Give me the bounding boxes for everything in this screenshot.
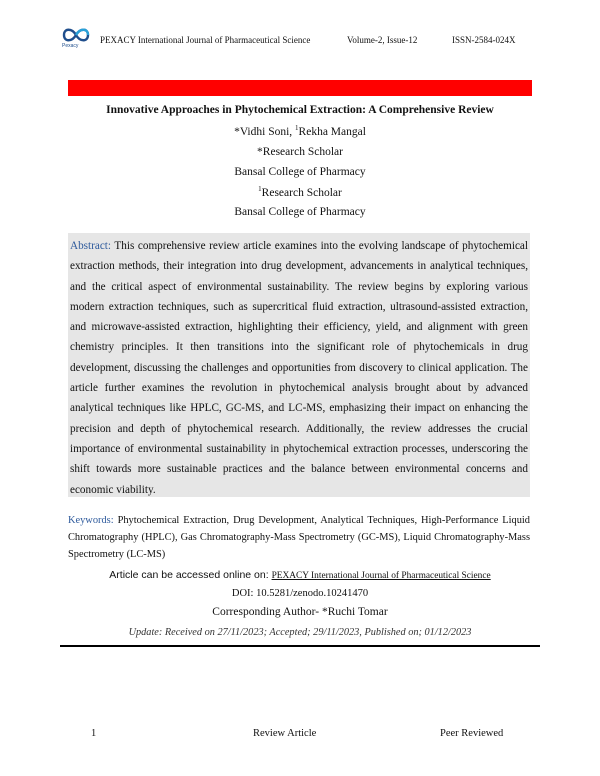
abstract-label: Abstract: <box>70 240 112 252</box>
horizontal-rule <box>60 645 540 647</box>
doi: DOI: 10.5281/zenodo.10241470 <box>231 588 369 599</box>
access-line <box>60 569 540 581</box>
keywords-text: Phytochemical Extraction, Drug Development, Analytical Techniques, High-Performance Liquid Chromatography (HPLC), Gas Chromatography-Mass Spectrometry (GC-MS), Liquid Chromatography-Mass Spectrometry (LC-MS) <box>68 515 531 560</box>
page-header <box>60 26 540 54</box>
journal-link[interactable]: PEXACY International Journal of Pharmaceutical Science <box>271 571 491 581</box>
publication-dates: Update: Received on 27/11/2023; Accepted; 29/11/2023, Published on; 01/12/2023 <box>128 627 472 638</box>
pexacy-logo <box>60 26 92 52</box>
access-prefix: Article can be accessed online on: <box>109 569 272 581</box>
author-1: *Vidhi Soni, <box>234 125 296 138</box>
keywords-label: Keywords: <box>68 515 114 526</box>
infinity-logo-icon <box>60 26 92 44</box>
affiliation-1-college: Bansal College of Pharmacy <box>234 166 366 178</box>
article-title: Innovative Approaches in Phytochemical Extraction: A Comprehensive Review <box>106 104 494 116</box>
affiliation-2-role: Research Scholar <box>261 186 342 199</box>
corresponding-author: Corresponding Author- *Ruchi Tomar <box>212 606 388 618</box>
author-2-superscript: 1 <box>295 124 299 132</box>
author-line <box>60 124 540 138</box>
affiliation-2-role-line <box>60 185 540 199</box>
abstract-text: This comprehensive review article examines into the evolving landscape of phytochemical extraction methods, their integration into drug development, advancements in analytical techniques, and the critical aspect of environmental sustainability. The review begins by exploring various modern extraction techniques, such as supercritical fluid extraction, ultrasound-assisted extraction, and microwave-assisted extraction, highlighting their efficiency, yield, and alignment with green chemistry principles. It then transitions into the significant role of phytochemicals in drug development, discussing the challenges and opportunities from discovery to clinical application. The article further examines the revolution in phytochemical analysis brought about by advanced analytical techniques like HPLC, GC-MS, and LC-MS, emphasizing their impact on enhancing the precision and depth of phytochemical research. Additionally, the review addresses the crucial importance of environmental sustainability in phytochemical extraction processes, underscoring the shift towards more sustainable practices and the balance between environmental concerns and economic viability. <box>70 240 528 496</box>
logo-text: Pexacy <box>62 43 79 49</box>
page-number: 1 <box>91 728 97 739</box>
header-issn: ISSN-2584-024X <box>452 35 516 45</box>
affiliation-2-superscript: 1 <box>258 185 262 193</box>
affiliation-2-college: Bansal College of Pharmacy <box>234 206 366 218</box>
footer-article-type: Review Article <box>253 728 317 739</box>
red-accent-bar <box>68 80 532 96</box>
affiliation-1-role: *Research Scholar <box>257 146 343 158</box>
abstract-box <box>68 233 530 497</box>
author-2: Rekha Mangal <box>298 125 366 138</box>
footer-peer-reviewed: Peer Reviewed <box>440 728 504 739</box>
keywords-section <box>68 512 530 563</box>
header-volume-issue: Volume-2, Issue-12 <box>347 35 418 45</box>
header-journal-name: PEXACY International Journal of Pharmaceutical Science <box>100 35 311 45</box>
